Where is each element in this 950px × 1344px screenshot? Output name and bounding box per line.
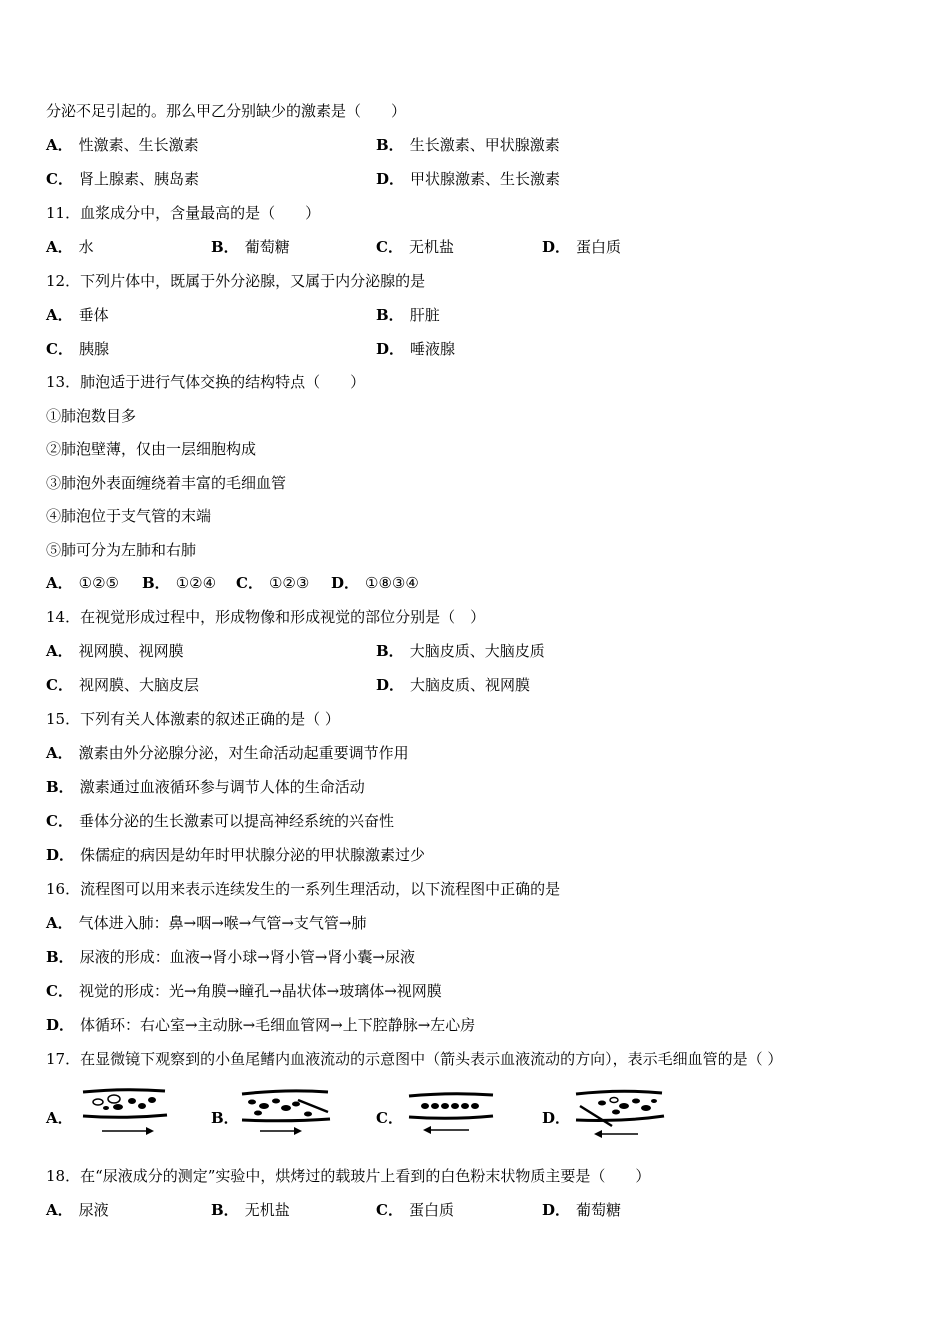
q13-option-c[interactable]: C． ①②③ <box>236 574 310 592</box>
q12-option-d[interactable]: D． 唾液腺 <box>376 340 456 358</box>
q16-stem: 16．流程图可以用来表示连续发生的一系列生理活动，以下流程图中正确的是 <box>46 880 561 898</box>
q18-stem: 18．在“尿液成分的测定”实验中，烘烤过的载玻片上看到的白色粉末状物质主要是（ ） <box>46 1167 651 1185</box>
q10-option-b[interactable]: B． 生长激素、甲状腺激素 <box>376 136 560 154</box>
q17-figure-d <box>572 1086 668 1142</box>
q11-stem: 11．血浆成分中，含量最高的是（ ） <box>46 204 321 222</box>
q18-option-a[interactable]: A． 尿液 <box>46 1201 109 1219</box>
q11-option-a[interactable]: A． 水 <box>46 238 94 256</box>
q16-option-d[interactable]: D． 体循环：右心室→主动脉→毛细血管网→上下腔静脉→左心房 <box>46 1016 476 1034</box>
q17-figure-b <box>238 1086 334 1138</box>
q13-item-1: ①肺泡数目多 <box>46 407 137 425</box>
q18-option-d[interactable]: D． 葡萄糖 <box>542 1201 622 1219</box>
q13-option-a[interactable]: A． ①②⑤ <box>46 574 119 592</box>
q17-figure-a <box>80 1086 170 1138</box>
q16-option-a[interactable]: A． 气体进入肺：鼻→咽→喉→气管→支气管→肺 <box>46 914 367 932</box>
q14-option-b[interactable]: B． 大脑皮质、大脑皮质 <box>376 642 545 660</box>
q11-option-b[interactable]: B． 葡萄糖 <box>211 238 290 256</box>
q15-option-c[interactable]: C． 垂体分泌的生长激素可以提高神经系统的兴奋性 <box>46 812 394 830</box>
q13-item-5: ⑤肺可分为左肺和右肺 <box>46 541 197 559</box>
q12-option-a[interactable]: A． 垂体 <box>46 306 109 324</box>
q15-option-d[interactable]: D． 侏儒症的病因是幼年时甲状腺分泌的甲状腺激素过少 <box>46 846 426 864</box>
q10-option-d[interactable]: D． 甲状腺激素、生长激素 <box>376 170 561 188</box>
q18-option-c[interactable]: C． 蛋白质 <box>376 1201 454 1219</box>
q17-option-b[interactable]: B． <box>211 1109 239 1127</box>
q14-option-d[interactable]: D． 大脑皮质、视网膜 <box>376 676 531 694</box>
q13-option-d[interactable]: D． ①⑧③④ <box>331 574 419 592</box>
q10-option-c[interactable]: C． 肾上腺素、胰岛素 <box>46 170 199 188</box>
q17-option-a[interactable]: A． <box>46 1109 73 1127</box>
q11-option-d[interactable]: D． 蛋白质 <box>542 238 622 256</box>
q16-option-b[interactable]: B． 尿液的形成：血液→肾小球→肾小管→肾小囊→尿液 <box>46 948 415 966</box>
q14-option-a[interactable]: A． 视网膜、视网膜 <box>46 642 184 660</box>
q12-option-b[interactable]: B． 肝脏 <box>376 306 440 324</box>
q16-option-c[interactable]: C． 视觉的形成：光→角膜→瞳孔→晶状体→玻璃体→视网膜 <box>46 982 442 1000</box>
q13-option-b[interactable]: B． ①②④ <box>142 574 217 592</box>
q15-stem: 15．下列有关人体激素的叙述正确的是（ ） <box>46 710 340 728</box>
q17-option-d[interactable]: D． <box>542 1109 571 1127</box>
q12-stem: 12．下列片体中，既属于外分泌腺，又属于内分泌腺的是 <box>46 272 426 290</box>
q15-option-a[interactable]: A． 激素由外分泌腺分泌，对生命活动起重要调节作用 <box>46 744 409 762</box>
q17-stem: 17．在显微镜下观察到的小鱼尾鳍内血液流动的示意图中（箭头表示血液流动的方向），表示毛细血管的是（ ） <box>46 1050 783 1068</box>
q17-figure-c <box>405 1090 497 1136</box>
q12-option-c[interactable]: C． 胰腺 <box>46 340 109 358</box>
q13-stem: 13．肺泡适于进行气体交换的结构特点（ ） <box>46 373 366 391</box>
q15-option-b[interactable]: B． 激素通过血液循环参与调节人体的生命活动 <box>46 778 365 796</box>
q13-item-4: ④肺泡位于支气管的末端 <box>46 507 212 525</box>
q10-stem-tail: 分泌不足引起的。那么甲乙分别缺少的激素是（ ） <box>46 102 407 120</box>
q13-item-3: ③肺泡外表面缠绕着丰富的毛细血管 <box>46 474 287 492</box>
q18-option-b[interactable]: B． 无机盐 <box>211 1201 290 1219</box>
q13-item-2: ②肺泡壁薄，仅由一层细胞构成 <box>46 440 257 458</box>
q10-option-a[interactable]: A． 性激素、生长激素 <box>46 136 199 154</box>
q14-option-c[interactable]: C． 视网膜、大脑皮层 <box>46 676 199 694</box>
q17-option-c[interactable]: C． <box>376 1109 403 1127</box>
q14-stem: 14．在视觉形成过程中，形成物像和形成视觉的部位分别是（ ） <box>46 608 486 626</box>
q11-option-c[interactable]: C． 无机盐 <box>376 238 454 256</box>
